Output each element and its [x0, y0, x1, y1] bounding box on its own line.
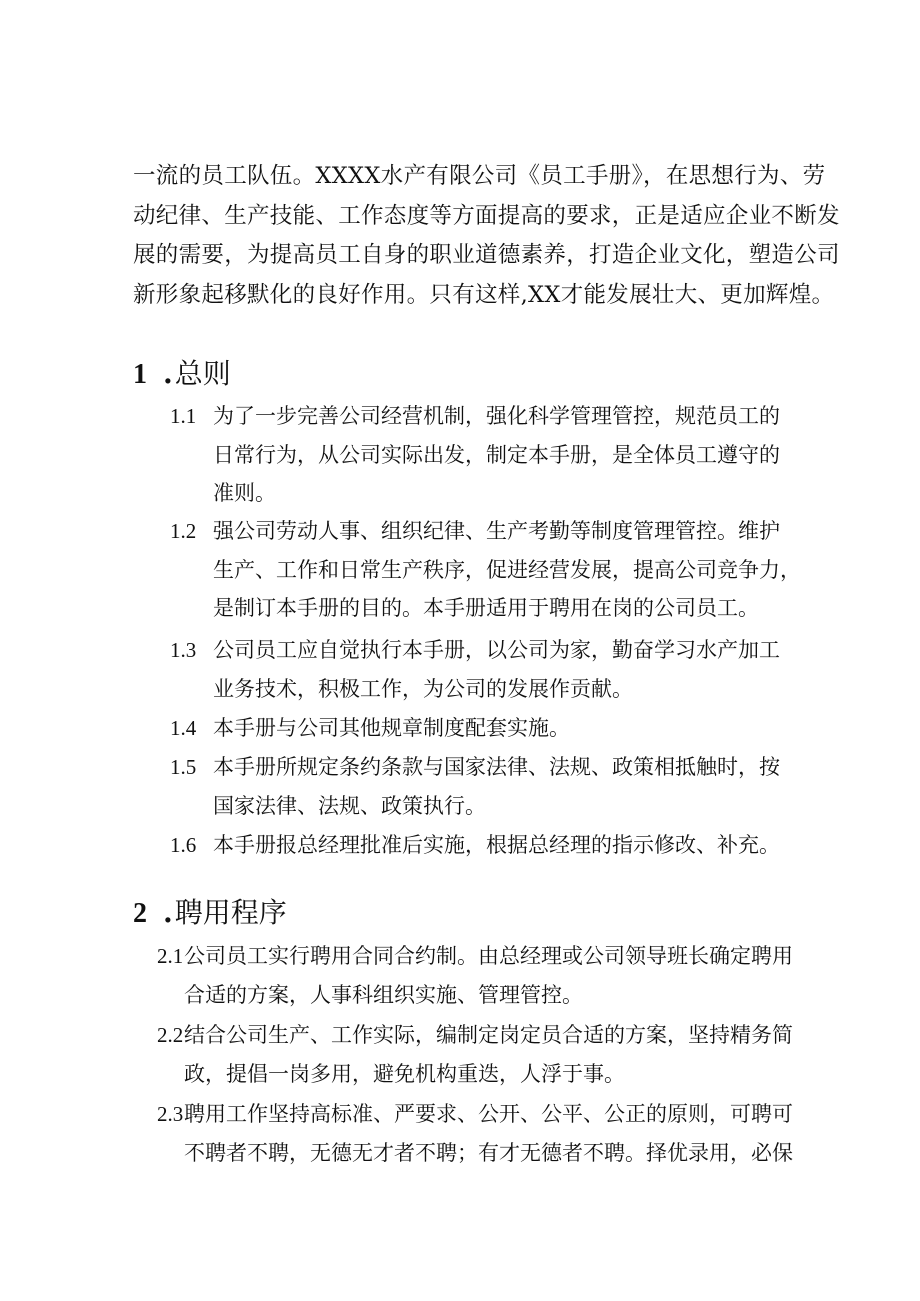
clause-text-line: 国家法律、法规、政策执行。: [213, 793, 486, 818]
clause-number: 1.5: [170, 755, 197, 779]
section-1-heading: [133, 356, 231, 393]
clause-2-2: [157, 1016, 793, 1093]
clause-text-line: 合适的方案，人事科组织实施、管理管控。: [184, 982, 583, 1007]
clause-number: 1.2: [170, 519, 197, 543]
heading-dot: .: [163, 357, 173, 390]
clause-1-1: [170, 397, 780, 513]
clause-text-line: 日常行为，从公司实际出发，制定本手册，是全体员工遵守的: [213, 442, 780, 467]
heading-dot: .: [163, 896, 173, 929]
clause-1-5: [170, 748, 780, 825]
intro-line: 展的需要，为提高员工自身的职业道德素养，打造企业文化，塑造公司: [133, 242, 840, 268]
clause-text-line: 生产、工作和日常生产秩序，促进经营发展，提高公司竞争力，: [213, 557, 801, 582]
clause-text-line: 本手册报总经理批准后实施，根据总经理的指示修改、补充。: [213, 833, 780, 857]
clause-number: 1.4: [170, 716, 197, 740]
clause-text-line: 业务技术，积极工作，为公司的发展作贡献。: [213, 676, 633, 701]
intro-paragraph: [133, 157, 840, 315]
section-title: 聘用程序: [174, 896, 287, 929]
clause-1-6: [170, 826, 780, 865]
intro-line: 一流的员工队伍。XXXX水产有限公司《员工手册》，在思想行为、劳: [133, 163, 826, 189]
clause-2-1: [157, 937, 793, 1014]
clause-text-line: 聘用工作坚持高标准、严要求、公开、公平、公正的原则，可聘可: [184, 1102, 793, 1126]
clause-number: 1.3: [170, 638, 197, 662]
clause-number: 2.3: [157, 1102, 184, 1126]
clause-text-line: 本手册与公司其他规章制度配套实施。: [213, 716, 570, 740]
section-2-heading: [133, 895, 287, 932]
clause-text-line: 政，提倡一岗多用，避免机构重迭，人浮于事。: [184, 1061, 625, 1086]
clause-text-line: 公司员工实行聘用合同合约制。由总经理或公司领导班长确定聘用: [184, 944, 793, 968]
section-title: 总则: [174, 357, 231, 390]
clause-text-line: 结合公司生产、工作实际，编制定岗定员合适的方案，坚持精务简: [184, 1023, 793, 1047]
clause-number: 2.2: [157, 1023, 184, 1047]
section-number: 2: [133, 898, 147, 929]
clause-1-2: [170, 512, 801, 628]
clause-text-line: 公司员工应自觉执行本手册，以公司为家，勤奋学习水产加工: [213, 638, 780, 662]
clause-text-line: 强公司劳动人事、组织纪律、生产考勤等制度管理管控。维护: [213, 519, 780, 543]
clause-text-line: 准则。: [213, 481, 276, 505]
clause-1-3: [170, 631, 780, 708]
clause-1-4: [170, 709, 570, 748]
clause-number: 1.1: [170, 404, 197, 428]
intro-line: 新形象起移默化的良好作用。只有这样,XX才能发展壮大、更加辉煌。: [133, 281, 835, 308]
clause-text-line: 本手册所规定条约条款与国家法律、法规、政策相抵触时，按: [213, 755, 780, 779]
clause-text-line: 不聘者不聘，无德无才者不聘；有才无德者不聘。择优录用，必保: [184, 1140, 793, 1165]
clause-text-line: 是制订本手册的目的。本手册适用于聘用在岗的公司员工。: [213, 596, 759, 620]
clause-2-3: [157, 1095, 793, 1172]
clause-text-line: 为了一步完善公司经营机制，强化科学管理管控，规范员工的: [213, 404, 780, 428]
section-number: 1: [133, 359, 147, 390]
clause-number: 1.6: [170, 833, 197, 857]
intro-line: 动纪律、生产技能、工作态度等方面提高的要求，正是适应企业不断发: [133, 202, 840, 229]
clause-number: 2.1: [157, 944, 184, 968]
